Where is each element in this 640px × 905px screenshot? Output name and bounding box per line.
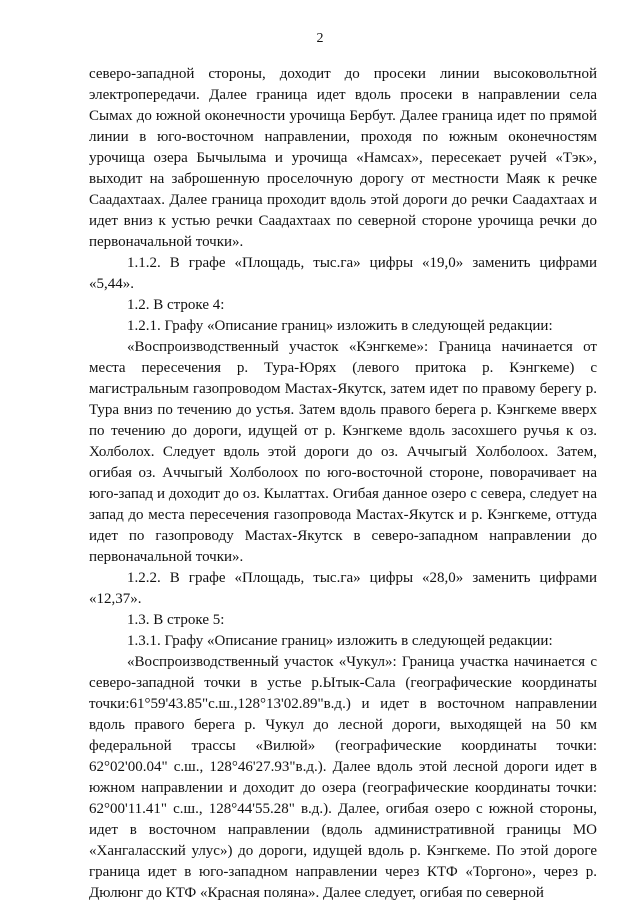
paragraph-chukul-description: «Воспроизводственный участок «Чукул»: Граница участка начинается с северо-западной точки в устье р.Ытык-Сала (географические координаты точки:61°59'43.85"с.ш.,128°13'02.89"в.д.) и идет в восточном направлении вдоль правого берега р. Чукул до лесной дороги, выходящей на 50 км федеральной трассы «Вилюй» (географические координаты точки: 62°02'00.04" с.ш., 128°46'27.93"в.д.). Далее вдоль этой лесной дороги идет в южном направлении и доходит до озера (географические координаты точки: 62°00'11.41" с.ш., 128°44'55.28" в.д.). Далее, огибая озеро с южной стороны, идет в восточном направлении (вдоль административной границы МО «Хангаласский улус») до дороги, идущей вдоль р. Кэнгкеме. По этой дороге граница идет в юго-западном направлении через КТФ «Торгоно», через р. Дюлюнг до КТФ «Красная поляна». Далее следует, огибая по северной: [89, 654, 597, 901]
paragraph-1-1-2: 1.1.2. В графе «Площадь, тыс.га» цифры «19,0» заменить цифрами «5,44».: [89, 255, 597, 292]
paragraph-1-2-1: 1.2.1. Графу «Описание границ» изложить в следующей редакции:: [127, 318, 553, 334]
paragraph-1-3-1: 1.3.1. Графу «Описание границ» изложить в следующей редакции:: [127, 633, 553, 649]
page-number: 2: [316, 31, 324, 46]
paragraph-1-3: 1.3. В строке 5:: [127, 612, 225, 628]
paragraph-1-2-2: 1.2.2. В графе «Площадь, тыс.га» цифры «28,0» заменить цифрами «12,37».: [89, 570, 597, 607]
paragraph-boundary-continuation: северо-западной стороны, доходит до просеки линии высоковольтной электропередачи. Далее граница идет вдоль просеки в направлении села Сымах до южной оконечности урочища Бербут. Далее граница идет по прямой линии в юго-восточном направлении, проходя по южным оконечностям урочища озера Бычылыма и урочища «Намсах», пересекает ручей «Тэк», выходит на заброшенную проселочную дорогу от местности Маяк к речке Саадахтаах. Далее граница проходит вдоль этой дороги до речки Саадахтаах и идет вниз к устью речки Саадахтаах по северной стороне урочища речки до первоначальной точки».: [89, 66, 597, 250]
paragraph-1-2: 1.2. В строке 4:: [127, 297, 225, 313]
document-body: [89, 64, 597, 904]
paragraph-kengkeme-description: «Воспроизводственный участок «Кэнгкеме»: Граница начинается от места пересечения р. Тура-Юрях (левого притока р. Кэнгкеме) с магистральным газопроводом Мастах-Якутск, затем идет по правому берегу р. Тура вниз по течению до устья. Затем вдоль правого берега р. Кэнгкеме вверх по течению до дороги, идущей от р. Кэнгкеме вдоль засохшего ручья к оз. Холболох. Следует вдоль этой дороги до оз. Аччыгый Холболоох. Затем, огибая оз. Аччыгый Холболоох по юго-восточной стороне, поворачивает на юго-запад и доходит до оз. Кылаттах. Огибая данное озеро с севера, следует на запад до места пересечения газопровода Мастах-Якутск и р. Кэнгкеме, оттуда идет по газопроводу Мастах-Якутск в северо-западном направлении до первоначальной точки».: [89, 339, 597, 565]
